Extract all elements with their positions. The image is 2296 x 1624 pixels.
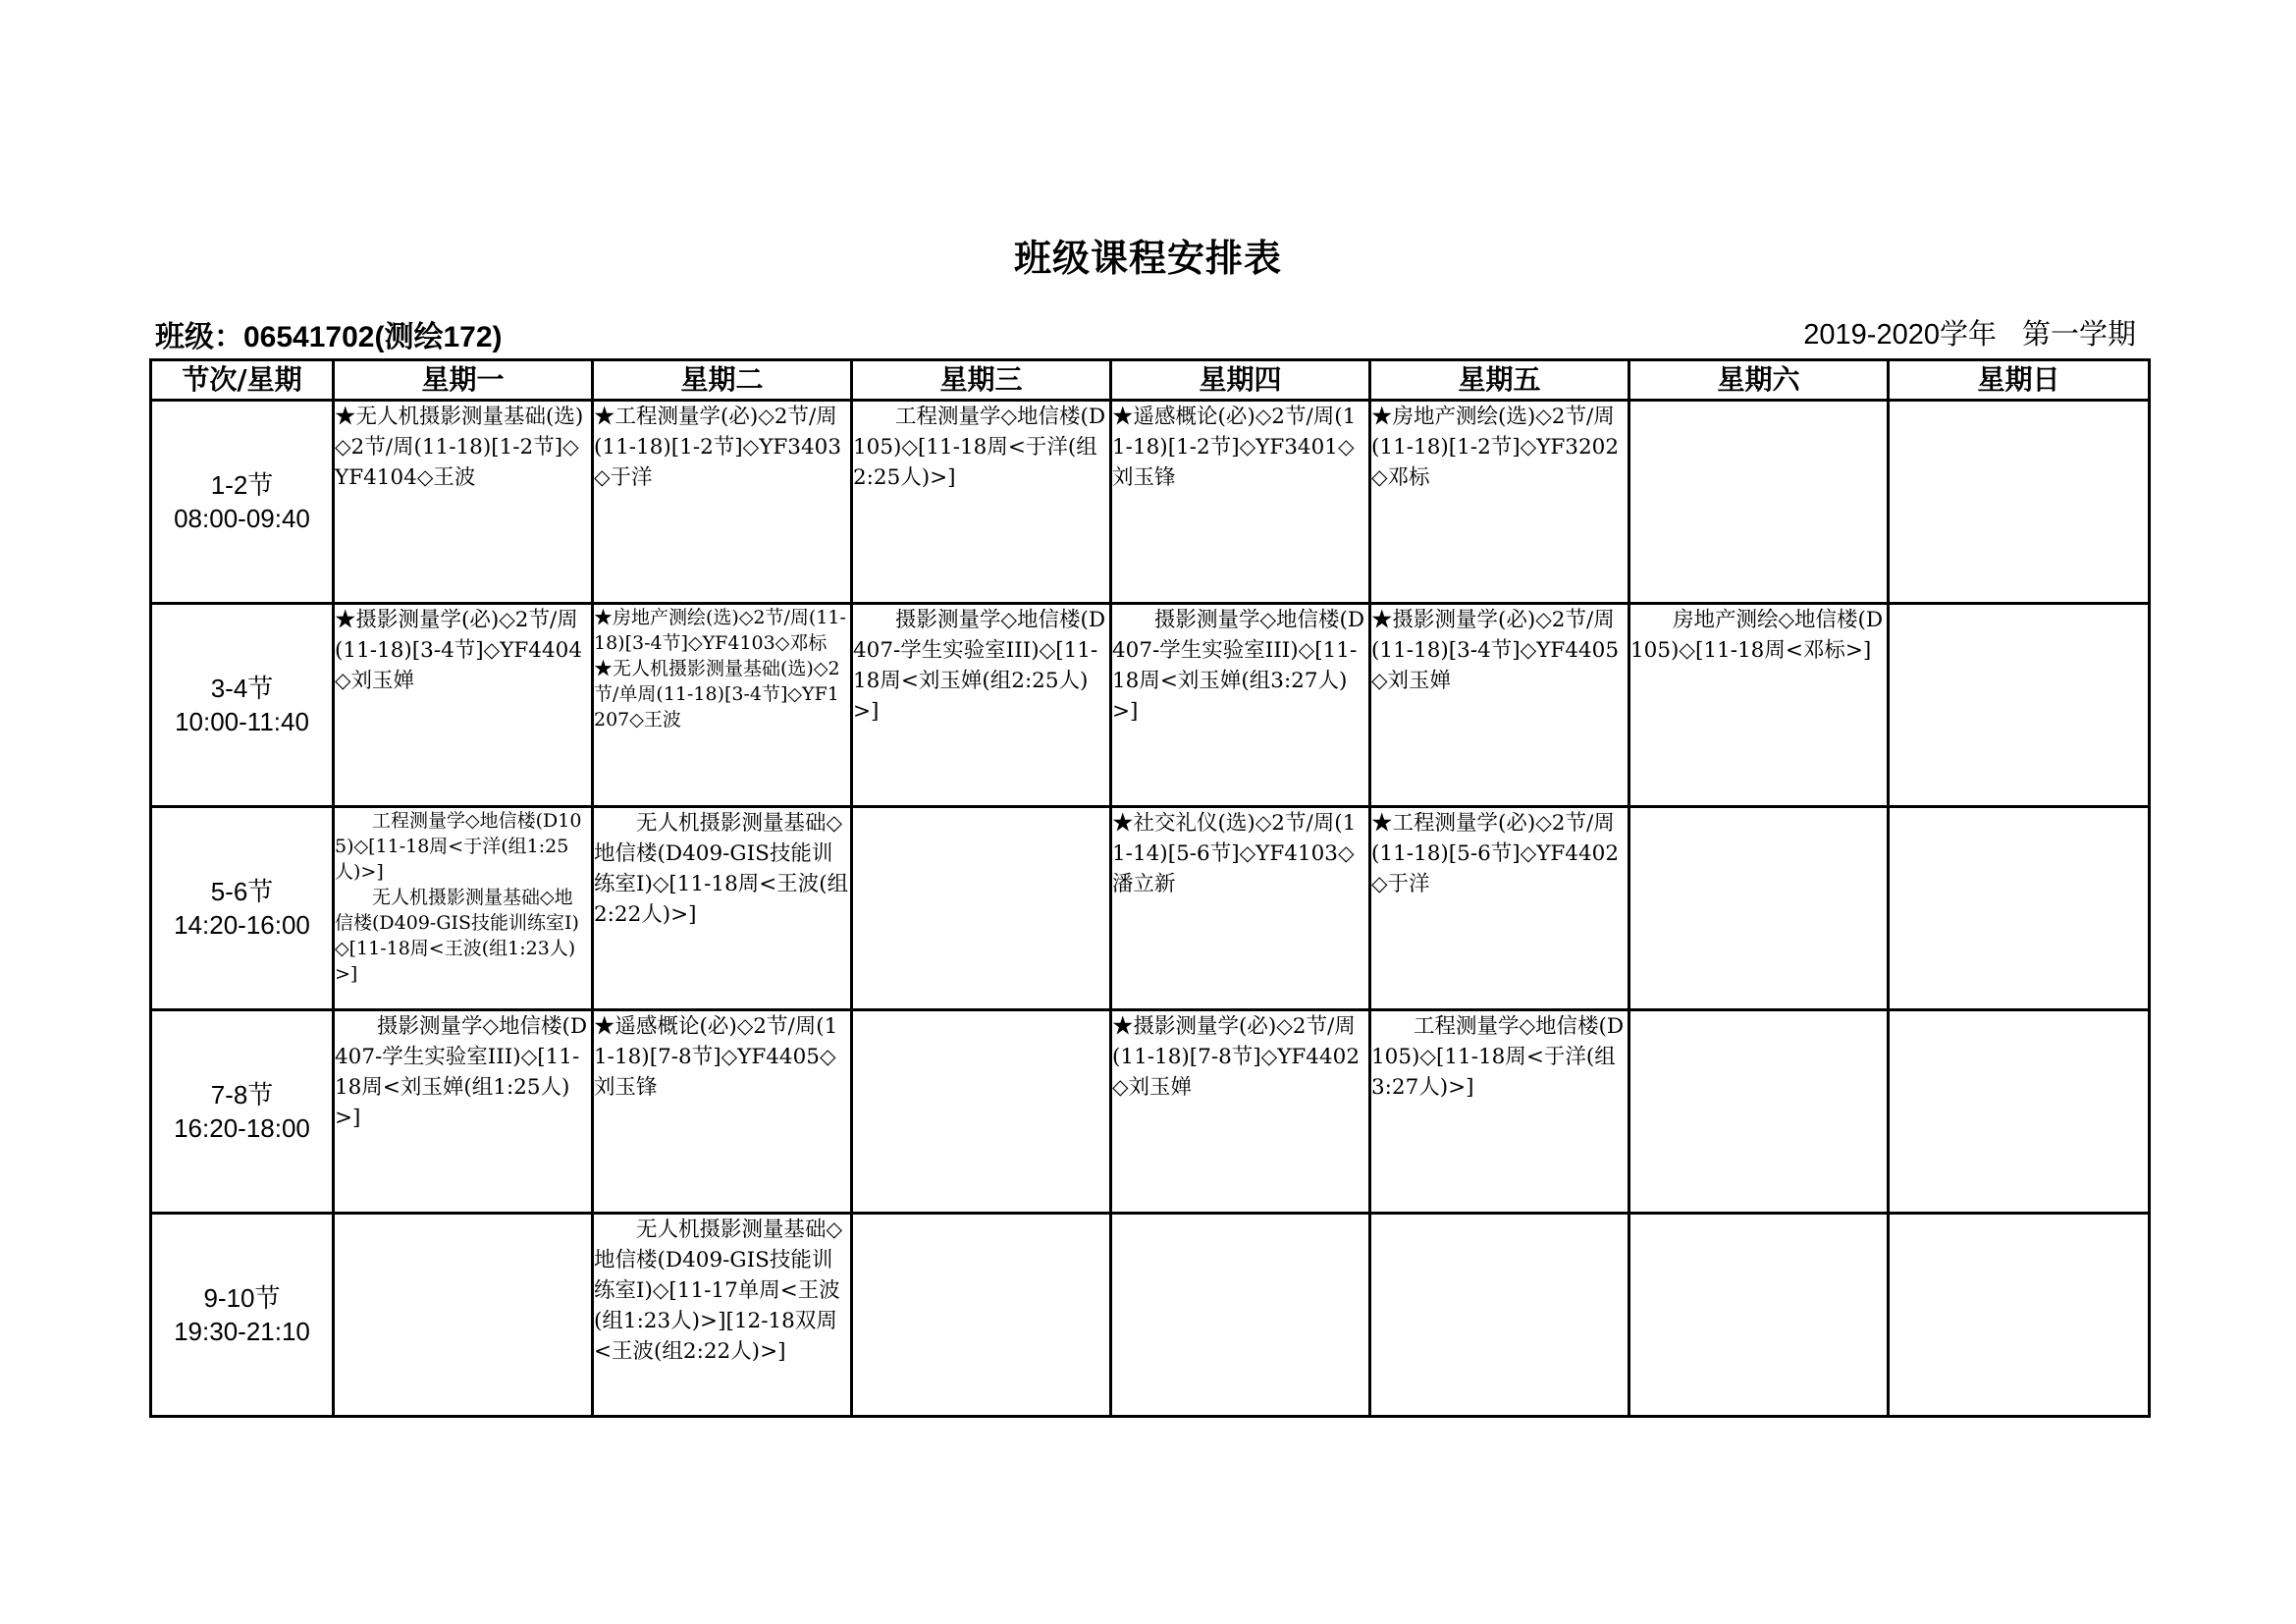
header-period-day: 节次/星期 — [151, 360, 334, 401]
course-cell-fri — [1370, 1010, 1629, 1214]
period-row-3-4 — [151, 604, 2150, 807]
course-cell-sat — [1629, 401, 1889, 604]
header-thursday: 星期四 — [1111, 360, 1370, 401]
course-cell-fri — [1370, 401, 1629, 604]
course-entry: 无人机摄影测量基础◇地信楼(D409-GIS技能训练室Ⅰ)◇[11-17单周<王波(组1:23人)>][12-18双周<王波(组2:22人)>] — [594, 1218, 843, 1364]
course-entry: 摄影测量学◇地信楼(D407-学生实验室III)◇[11-18周<刘玉婵(组3:27人)>] — [1112, 608, 1365, 724]
schedule-table — [149, 358, 2151, 1418]
page-title: 班级课程安排表 — [1013, 237, 1282, 280]
course-entry: ★工程测量学(必)◇2节/周(11-18)[5-6节]◇YF4402◇于洋 — [1371, 811, 1620, 896]
course-cell-tue — [593, 604, 852, 807]
course-cell-fri — [1370, 807, 1629, 1010]
course-cell-mon — [334, 1010, 593, 1214]
course-entry: ★摄影测量学(必)◇2节/周(11-18)[7-8节]◇YF4402◇刘玉婵 — [1112, 1014, 1361, 1100]
course-cell-thu — [1111, 807, 1370, 1010]
period-row-5-6 — [151, 807, 2150, 1010]
course-cell-tue — [593, 1010, 852, 1214]
course-entry: ★房地产测绘(选)◇2节/周(11-18)[3-4节]◇YF4103◇邓标 — [594, 607, 846, 654]
period-cell — [151, 1214, 334, 1417]
course-cell-fri — [1370, 604, 1629, 807]
course-cell-sat — [1629, 604, 1889, 807]
term-label — [1803, 312, 2136, 352]
period-time: 14:20-16:00 — [174, 910, 310, 940]
course-cell-thu — [1111, 604, 1370, 807]
course-entry: ★摄影测量学(必)◇2节/周(11-18)[3-4节]◇YF4405◇刘玉婵 — [1371, 608, 1620, 693]
course-entry: 工程测量学◇地信楼(D105)◇[11-18周<于洋(组2:25人)>] — [853, 405, 1106, 490]
period-label: 3-4节 — [210, 674, 274, 703]
course-cell-wed — [852, 807, 1111, 1010]
course-cell-tue — [593, 807, 852, 1010]
period-row-1-2 — [151, 401, 2150, 604]
course-entry: ★无人机摄影测量基础(选)◇2节/单周(11-18)[3-4节]◇YF1207◇王波 — [594, 658, 840, 731]
course-cell-sun — [1889, 1214, 2150, 1417]
course-cell-mon — [334, 401, 593, 604]
course-entry: 无人机摄影测量基础◇地信楼(D409-GIS技能训练室Ⅰ)◇[11-18周<王波(组2:22人)>] — [594, 811, 849, 927]
course-entry: ★无人机摄影测量基础(选)◇2节/周(11-18)[1-2节]◇YF4104◇王波 — [335, 405, 584, 490]
period-cell — [151, 1010, 334, 1214]
course-entry: 工程测量学◇地信楼(D105)◇[11-18周<于洋(组3:27人)>] — [1371, 1014, 1625, 1100]
course-cell-wed — [852, 1214, 1111, 1417]
period-label: 5-6节 — [210, 877, 274, 906]
course-cell-sat — [1629, 1214, 1889, 1417]
course-cell-mon — [334, 604, 593, 807]
course-entry: 工程测量学◇地信楼(D105)◇[11-18周<于洋(组1:25人)>] — [335, 810, 582, 883]
period-label: 1-2节 — [210, 470, 274, 500]
course-entry: 无人机摄影测量基础◇地信楼(D409-GIS技能训练室Ⅰ)◇[11-18周<王波(组1:23人)>] — [335, 887, 579, 985]
header-tuesday: 星期二 — [593, 360, 852, 401]
term: 第一学期 — [2021, 319, 2136, 351]
course-cell-mon — [334, 1214, 593, 1417]
header-saturday: 星期六 — [1629, 360, 1889, 401]
course-cell-sun — [1889, 604, 2150, 807]
course-cell-thu — [1111, 1214, 1370, 1417]
course-cell-thu — [1111, 1010, 1370, 1214]
course-cell-sun — [1889, 807, 2150, 1010]
course-cell-sun — [1889, 401, 2150, 604]
course-entry: 房地产测绘◇地信楼(D105)◇[11-18周<邓标>] — [1630, 608, 1884, 663]
period-cell — [151, 807, 334, 1010]
course-entry: 摄影测量学◇地信楼(D407-学生实验室III)◇[11-18周<刘玉婵(组2:25人)>] — [853, 608, 1106, 724]
period-time: 08:00-09:40 — [174, 504, 310, 533]
period-time: 16:20-18:00 — [174, 1113, 310, 1143]
header-friday: 星期五 — [1370, 360, 1629, 401]
course-cell-sat — [1629, 807, 1889, 1010]
header-wednesday: 星期三 — [852, 360, 1111, 401]
period-row-9-10 — [151, 1214, 2150, 1417]
course-cell-tue — [593, 401, 852, 604]
header-sunday: 星期日 — [1889, 360, 2150, 401]
class-label: 班级：06541702(测绘172) — [155, 321, 503, 353]
course-entry: ★遥感概论(必)◇2节/周(11-18)[7-8节]◇YF4405◇刘玉锋 — [594, 1014, 838, 1100]
period-row-7-8 — [151, 1010, 2150, 1214]
period-label: 7-8节 — [210, 1080, 274, 1110]
period-cell — [151, 604, 334, 807]
course-cell-wed — [852, 604, 1111, 807]
course-entry: ★摄影测量学(必)◇2节/周(11-18)[3-4节]◇YF4404◇刘玉婵 — [335, 608, 583, 693]
period-label: 9-10节 — [203, 1283, 281, 1313]
header-monday: 星期一 — [334, 360, 593, 401]
course-cell-mon — [334, 807, 593, 1010]
period-time: 19:30-21:10 — [174, 1317, 310, 1346]
course-entry: ★房地产测绘(选)◇2节/周(11-18)[1-2节]◇YF3202◇邓标 — [1371, 405, 1620, 490]
course-entry: ★社交礼仪(选)◇2节/周(11-14)[5-6节]◇YF4103◇潘立新 — [1112, 811, 1357, 896]
course-cell-wed — [852, 401, 1111, 604]
course-cell-sun — [1889, 1010, 2150, 1214]
course-entry: ★遥感概论(必)◇2节/周(11-18)[1-2节]◇YF3401◇刘玉锋 — [1112, 405, 1357, 490]
period-cell — [151, 401, 334, 604]
course-cell-thu — [1111, 401, 1370, 604]
course-cell-fri — [1370, 1214, 1629, 1417]
header-row — [151, 360, 2150, 401]
academic-year: 2019-2020学年 — [1803, 319, 1997, 351]
course-cell-wed — [852, 1010, 1111, 1214]
course-cell-tue — [593, 1214, 852, 1417]
course-cell-sat — [1629, 1010, 1889, 1214]
course-entry: 摄影测量学◇地信楼(D407-学生实验室III)◇[11-18周<刘玉婵(组1:25人)>] — [335, 1014, 588, 1130]
course-entry: ★工程测量学(必)◇2节/周(11-18)[1-2节]◇YF3403◇于洋 — [594, 405, 842, 490]
period-time: 10:00-11:40 — [175, 707, 309, 736]
